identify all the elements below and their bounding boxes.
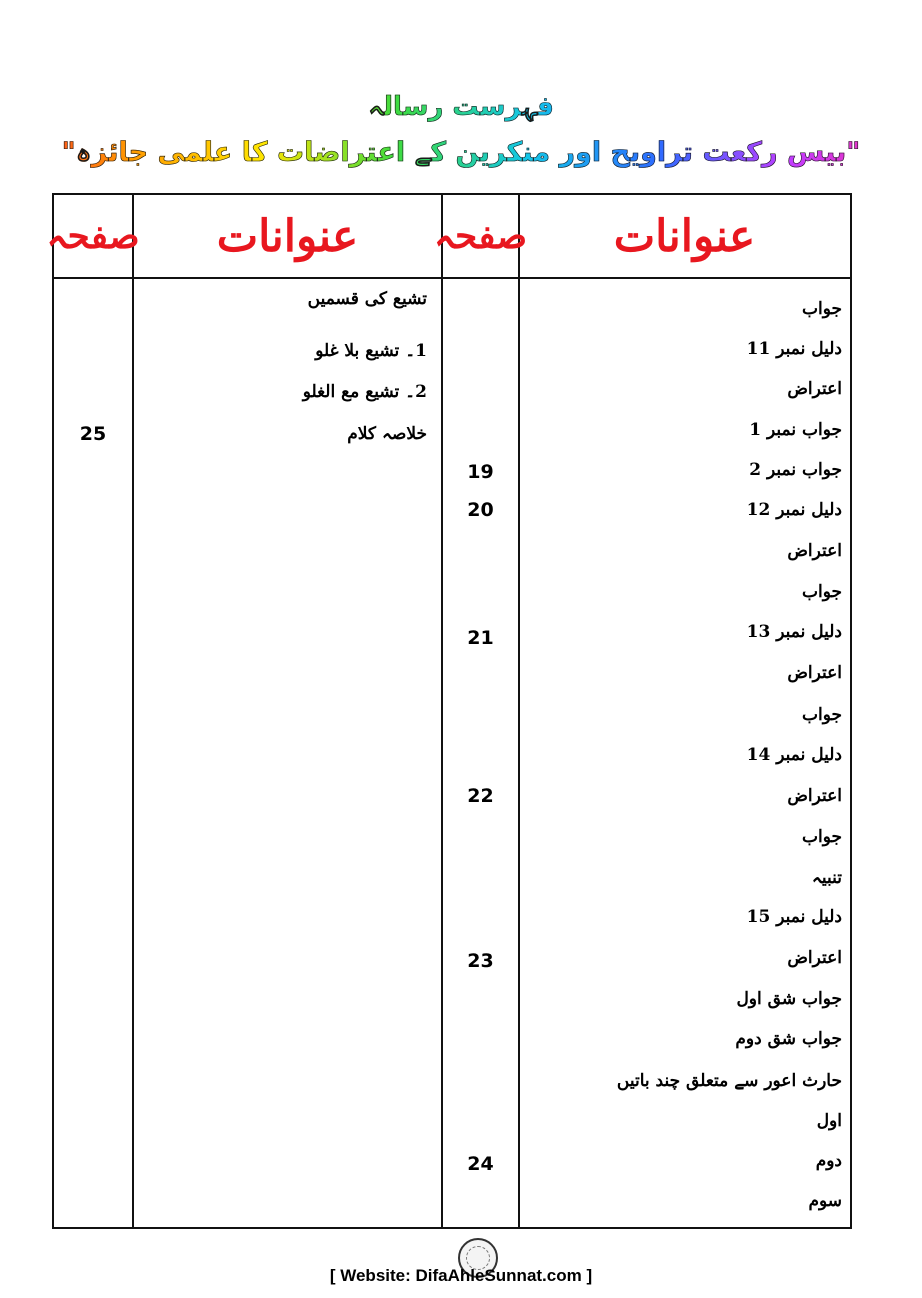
header-divider [54,277,850,279]
toc-entry: جواب [801,827,842,847]
heading-titles-left: عنوانات [216,210,359,262]
page-number: 21 [467,627,494,649]
toc-entry: سوم [808,1191,842,1211]
page-number: 19 [467,461,494,483]
toc-entry: دلیل نمبر 15 [746,907,842,927]
toc-entry: اعتراض [787,541,842,561]
toc-entry: جواب [801,299,842,319]
heading-page-right: صفحہ [433,215,528,257]
toc-entry: دلیل نمبر 13 [746,622,842,642]
toc-entry: اول [816,1111,842,1131]
toc-entry: جواب شق دوم [735,1029,842,1049]
website-footer: [ Website: DifaAhleSunnat.com ] [329,1266,593,1285]
toc-entry: جواب نمبر 1 [749,420,842,440]
toc-entry: اعتراض [787,948,842,968]
toc-entry: دلیل نمبر 14 [746,745,842,765]
heading-page-left: صفحہ [46,215,140,257]
page-number: 25 [79,423,107,445]
column-divider [518,195,520,1227]
column-divider [441,195,443,1227]
toc-entry: حارث اعور سے متعلق چند باتیں [616,1071,842,1091]
toc-entry: خلاصہ کلام [347,424,427,444]
page-number: 23 [467,950,494,972]
toc-entry: اعتراض [787,786,842,806]
page-number: 22 [467,785,494,807]
contents-table [46,193,852,1229]
toc-entry: 1۔ تشیع بلا غلو [315,341,427,361]
toc-entry: جواب [801,705,842,725]
column-divider [132,195,134,1227]
toc-entry: اعتراض [787,379,842,399]
toc-entry: دلیل نمبر 12 [746,500,842,520]
toc-entry: جواب شق اول [736,989,842,1009]
toc-entry: دوم [815,1151,842,1171]
toc-entry: جواب [801,582,842,602]
heading-titles-right: عنوانات [613,210,756,262]
toc-entry: 2۔ تشیع مع الغلو [302,382,427,402]
page-number: 24 [467,1153,494,1175]
toc-entry: اعتراض [787,663,842,683]
book-subtitle: "بیس رکعت تراویح اور منکرین کے اعتراضات کا علمی جائزہ" [0,137,922,168]
toc-entry: دلیل نمبر 11 [746,339,842,359]
toc-entry: تنبیہ [811,868,842,888]
page-number: 20 [467,499,494,521]
toc-entry: جواب نمبر 2 [749,460,842,480]
toc-entry: تشیع کی قسمیں [307,289,427,309]
toc-title: فہرست رسالہ [0,92,922,122]
